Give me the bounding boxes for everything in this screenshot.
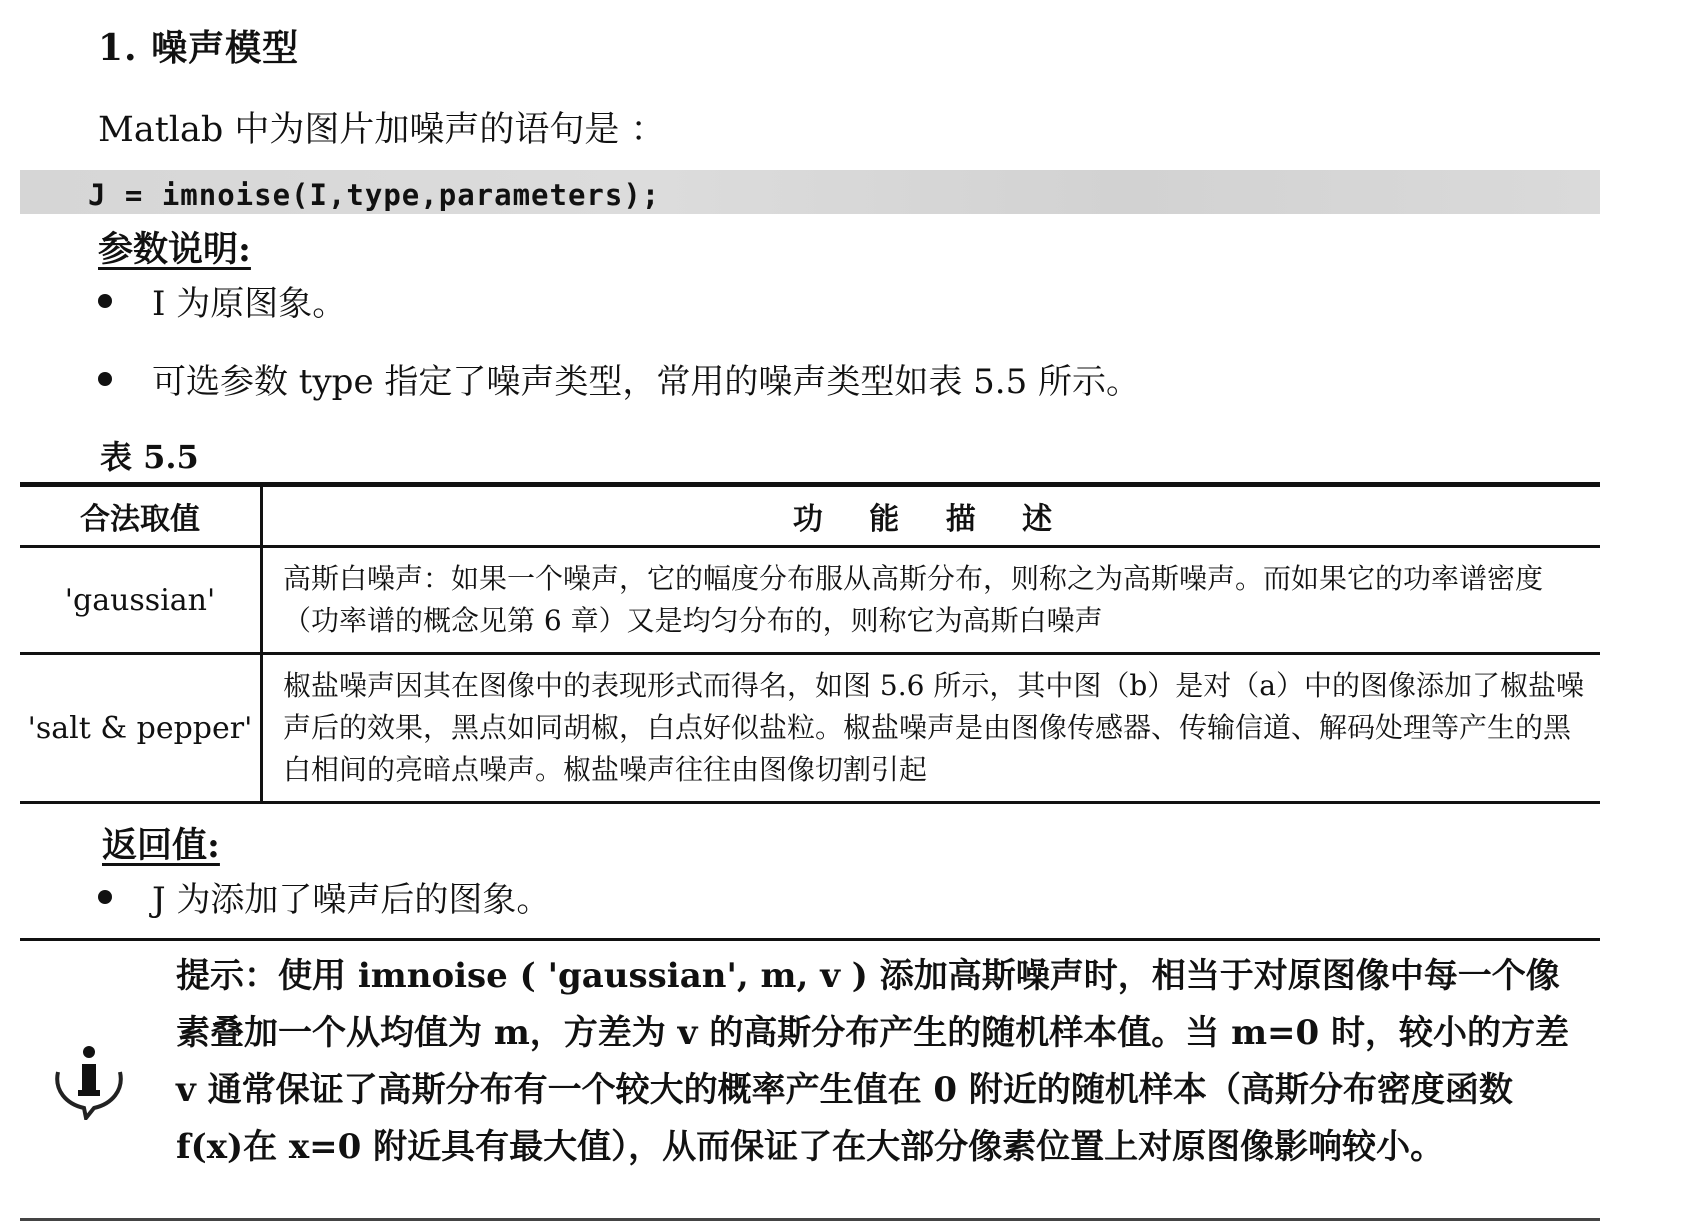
- table-row: [20, 547, 1600, 654]
- tip-top-rule: [20, 938, 1600, 941]
- tip-text: 提示：使用 imnoise ( 'gaussian', m, v ) 添加高斯噪声时，相当于对原图像中每一个像素叠加一个从均值为 m，方差为 v 的高斯分布产生的随机样本值。当 m=0 时，较小的方差 v 通常保证了高斯分布有一个较大的概率产生值在 0 附近的随机样本（高斯分布密度函数 f(x)在 x=0 附近具有最大值），从而保证了在大部分像素位置上对原图像影响较小。: [176, 956, 1570, 1167]
- param-item: [98, 276, 346, 325]
- return-item-text: J 为添加了噪声后的图象。: [152, 880, 551, 920]
- info-icon: [48, 1038, 130, 1120]
- intro-text: Matlab 中为图片加噪声的语句是 ：: [98, 110, 666, 150]
- section-heading: 1. 噪声模型: [98, 27, 300, 69]
- cell-value: 'gaussian': [20, 547, 262, 654]
- bullet-dot-icon: [98, 890, 112, 904]
- bullet-dot-icon: [98, 294, 112, 308]
- param-item: [98, 354, 1140, 403]
- header-value: 合法取值: [20, 485, 262, 547]
- header-description: 功 能 描 述: [792, 502, 1071, 537]
- code-line: J = imnoise(I,type,parameters);: [88, 178, 661, 212]
- cell-value: 'salt & pepper': [20, 654, 262, 803]
- noise-type-table: [20, 482, 1600, 804]
- param-item-text: 可选参数 type 指定了噪声类型，常用的噪声类型如表 5.5 所示。: [152, 362, 1141, 402]
- bullet-dot-icon: [98, 372, 112, 386]
- params-heading: 参数说明:: [98, 229, 251, 270]
- table-header-row: [20, 485, 1600, 547]
- table-caption: 表 5.5: [100, 438, 199, 476]
- param-item-text: I 为原图象。: [152, 284, 347, 324]
- cell-description: 椒盐噪声因其在图像中的表现形式而得名，如图 5.6 所示，其中图（b）是对（a）中的图像添加了椒盐噪声后的效果，黑点如同胡椒，白点好似盐粒。椒盐噪声是由图像传感器、传输信道、解码处理等产生的黑白相间的亮暗点噪声。椒盐噪声往往由图像切割引起: [283, 669, 1584, 786]
- returns-heading: 返回值:: [102, 825, 220, 866]
- cell-description: 高斯白噪声：如果一个噪声，它的幅度分布服从高斯分布，则称之为高斯噪声。而如果它的功率谱密度（功率谱的概念见第 6 章）又是均匀分布的，则称它为高斯白噪声: [283, 562, 1544, 637]
- bottom-rule: [20, 1218, 1600, 1221]
- table-row: [20, 654, 1600, 803]
- return-item: [98, 872, 550, 921]
